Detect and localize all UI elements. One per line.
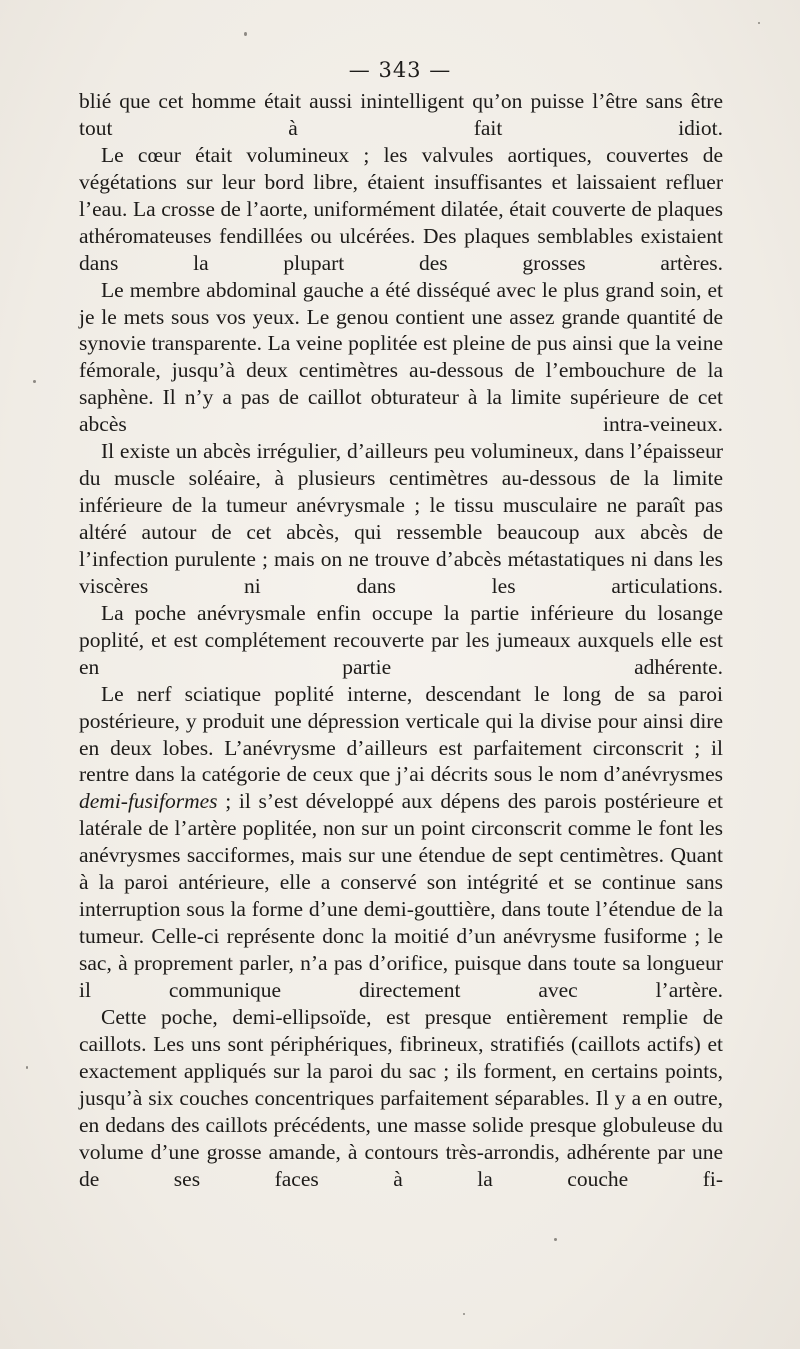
print-speck: [33, 380, 36, 383]
text-run: Il existe un abcès irrégulier, d’ailleurs peu volumineux, dans l’épaisseur du muscle soléaire, à plusieurs centimètres au-dessous de la limite inférieure de la tumeur anévrysmale ; le tissu musculaire ne paraît pas altéré autour de cet abcès, qui ressemble beaucoup aux abcès de l’infection purulente ; mais on ne trouve d’abcès métastatiques ni dans les viscères ni dans les articulations.: [79, 439, 723, 598]
print-speck: [244, 32, 247, 36]
text-run: Le cœur était volumineux ; les valvules aortiques, couvertes de végétations sur leur bord libre, étaient insuffisantes et laissaient refluer l’eau. La crosse de l’aorte, uniformément dilatée, était couverte de plaques athéromateuses fendillées ou ulcérées. Des plaques semblables existaient dans la plupart des grosses artères.: [79, 142, 723, 275]
print-speck: [463, 1313, 465, 1315]
paragraph: [79, 681, 723, 1004]
text-run: La poche anévrysmale enfin occupe la partie inférieure du losange poplité, et est complétement recouverte par les jumeaux auxquels elle est en partie adhérente.: [79, 600, 723, 679]
print-speck: [758, 22, 760, 24]
print-speck: [554, 1238, 557, 1241]
paragraph: [79, 1004, 723, 1193]
paragraph: [79, 142, 723, 277]
page-number: — 343 —: [348, 58, 452, 82]
paragraph: [79, 600, 723, 681]
text-run: Le membre abdominal gauche a été disséqué avec le plus grand soin, et je le mets sous vos yeux. Le genou contient une assez grande quantité de synovie transparente. La veine poplitée est pleine de pus ainsi que la veine fémorale, jusqu’à deux centimètres au-dessous de l’embouchure de la saphène. Il n’y a pas de caillot obturateur à la limite supérieure de cet abcès intra-veineux.: [79, 277, 723, 437]
text-run: ; il s’est développé aux dépens des parois postérieure et latérale de l’artère poplitée, non sur un point circonscrit comme le font les anévrysmes sacciformes, mais sur une étendue de sept centimètres. Quant à la paroi antérieure, elle a conservé son intégrité et se continue sans interruption sous la forme d’une demi-gouttière, dans toute l’étendue de la tumeur. Celle-ci représente donc la moitié d’un anévrysme fusiforme ; le sac, à proprement parler, n’a pas d’orifice, puisque dans toute sa longueur il communique directement avec l’artère.: [79, 789, 723, 1002]
text-run: blié que cet homme était aussi inintelligent qu’on puisse l’être sans être tout à fait idiot.: [79, 89, 723, 140]
paragraph: [79, 277, 723, 439]
paragraph: [79, 88, 723, 142]
text-run: Le nerf sciatique poplité interne, descendant le long de sa paroi postérieure, y produit une dépression verticale qui la divise pour ainsi dire en deux lobes. L’anévrysme d’ailleurs est parfaitement circonscrit ; il rentre dans la catégorie de ceux que j’ai décrits sous le nom d’anévrysmes: [79, 681, 723, 787]
text-run: Cette poche, demi-ellipsoïde, est presque entièrement remplie de caillots. Les uns sont périphériques, fibrineux, stratifiés (caillots actifs) et exactement appliqués sur la paroi du sac ; ils forment, en certains points, jusqu’à six couches concentriques parfaitement séparables. Il y a en outre, en dedans des caillots précédents, une masse solide presque globuleuse du volume d’une grosse amande, à contours très-arrondis, adhérente par une de ses faces à la couche fi-: [79, 1004, 723, 1191]
body-text: [79, 88, 723, 1192]
italic-term: demi-fusiformes: [79, 789, 218, 814]
paragraph: [79, 438, 723, 600]
print-speck: [26, 1066, 28, 1069]
